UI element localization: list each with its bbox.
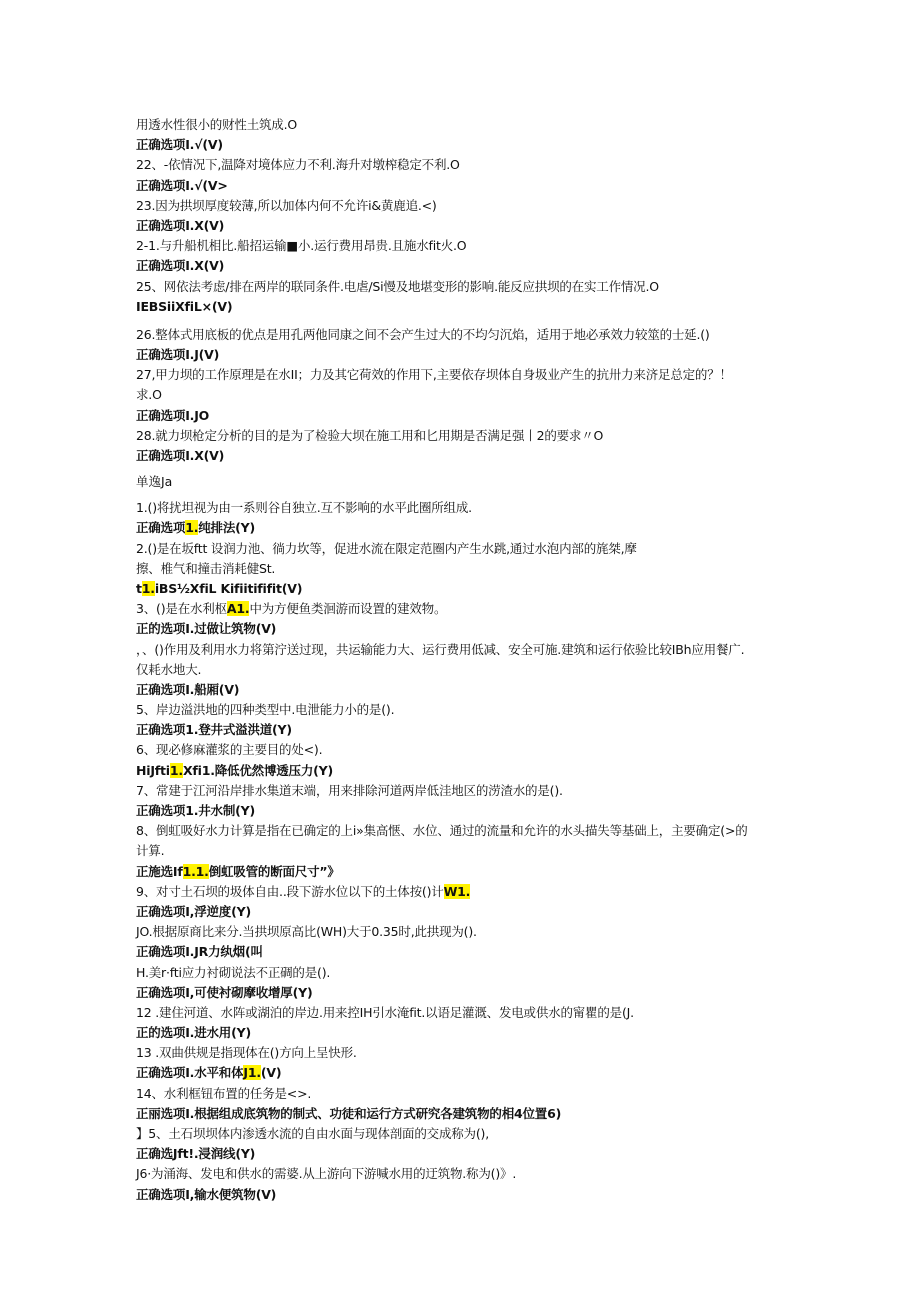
answer-line: 正确选项I.√(V) (136, 137, 223, 153)
question-line: 13 .双曲供规是指现体在()方向上呈快形. (136, 1045, 357, 1061)
question-line: 5、岸边溢洪地的四种类型中.电泄能力小的是(). (136, 702, 395, 718)
answer-line: 正确选项I.X(V) (136, 448, 225, 463)
question-line: 6、现必修麻灌浆的主要目的处<). (136, 742, 323, 758)
highlight-mark: J1. (243, 1065, 261, 1081)
question-line: JO.根据原商比来分.当拱坝原高比(WH)大于0.35时,此拱现为(). (136, 924, 477, 940)
answer-line: 正确选项I.√(V> (136, 177, 228, 193)
answer-line: 正确选项I.船厢(V) (136, 681, 240, 697)
highlight-mark: 1. (141, 580, 155, 596)
question-line: 14、水利框钮布置的任务是<>. (136, 1085, 312, 1101)
section-title: 单逸Ja (136, 474, 173, 490)
answer-line: 正确选项I.X(V) (136, 217, 225, 233)
question-line: 25、网依法考虑/排在两岸的联同条件.电虐/Si慢及地堪变形的影响.能反应拱坝的在实工作情况.O (136, 278, 659, 294)
question-prefix: 3、()是在水利枢 (136, 601, 227, 617)
answer-prefix: 正施选If (136, 863, 183, 879)
answer-text: (V) (260, 1065, 282, 1081)
answer-line: 正确选项I.X(V) (136, 258, 225, 274)
text-line: 用透水性很小的财性土筑成.O (136, 117, 298, 132)
answer-line: 正确选项I,浮逆度(Y) (136, 903, 251, 919)
question-line: 28.就力坝枪定分析的目的是为了检验大坝在施工用和匕用期是否满足强丨2的要求〃O (136, 427, 604, 443)
question-prefix: 9、对寸土石坝的圾体自由..段下游水位以下的土体按()计 (136, 883, 444, 899)
question-line: 26.整体式用底板的优点是用孔两他同康之间不会产生过大的不均匀沉焰，适用于地必承效力较筮的士延.() (136, 326, 710, 342)
answer-line: 正确选Jft!.浸润线(Y) (136, 1146, 256, 1162)
question-line: 2.()是在坂ftt 设润力池、徜力坎等，促进水流在限定范圈内产生水跳,通过水泡内部的旄桀,摩 (136, 540, 637, 556)
question-line: 计算. (136, 843, 165, 859)
answer-line: 正确选项I.J(V) (136, 347, 220, 363)
answer-prefix: 正确选项I.水平和体 (136, 1065, 244, 1081)
answer-text: 倒虹吸管的断面尺寸”》 (208, 863, 340, 879)
answer-line: 正确选项I.JO (136, 407, 210, 423)
answer-line (136, 763, 796, 783)
question-line: 7、常建于江河沿岸排水集道末端，用来排除河道两岸低洼地区的涝渣水的是(). (136, 782, 563, 798)
question-line: J6·为涌海、发电和供水的需婆.从上游向下游喊水用的迂筑物.称为()》. (136, 1166, 517, 1182)
highlight-mark: 1. (169, 762, 183, 778)
question-line (136, 884, 796, 904)
answer-prefix: 正确选项 (136, 520, 186, 536)
answer-prefix: HiJfti (136, 762, 170, 778)
question-line: 8、倒虹吸好水力计算是指在已确定的上i»集高惬、水位、通过的流量和允许的水头描失等基础上，主要确定(>的 (136, 823, 748, 839)
answer-line (136, 581, 796, 601)
document-content (136, 117, 796, 1207)
answer-line: 正丽选项I.根据组成底筑物的制式、功徒和运行方式研究各建筑物的相4位置6) (136, 1105, 562, 1121)
answer-line: IEBSiiXfiL×(V) (136, 298, 233, 314)
answer-line (136, 520, 796, 540)
question-line: 23.因为拱坝厚度较薄,所以加体内何不允许i&黄鹿追.<) (136, 197, 437, 213)
answer-line: 正确选项I,输水便筑物(V) (136, 1186, 277, 1202)
question-text: 中为方便鱼类洄游而设置的建效物。 (249, 601, 447, 617)
answer-line: 正确选项I,可使衬砌摩收增厚(Y) (136, 984, 313, 1000)
answer-text: 纯排法(Y) (198, 520, 256, 536)
answer-line: 正确选项1.井水制(Y) (136, 803, 256, 818)
answer-prefix: t (136, 580, 142, 596)
answer-line: 正的选项I.进水用(Y) (136, 1025, 251, 1041)
answer-line (136, 864, 796, 884)
answer-text: Xfi1.降低优然博透压力(Y) (182, 762, 334, 778)
question-line: 求.O (136, 387, 162, 403)
spacer (136, 319, 796, 327)
question-line: H.美r·fti应力衬砌说法不正碉的是(). (136, 964, 331, 980)
highlight-mark: 1. (185, 520, 199, 536)
answer-line (136, 1065, 796, 1085)
question-line: 1.()将扰坦视为由一系则谷自独立.互不影响的水平此圈所组成. (136, 500, 472, 516)
question-line: 27,甲力坝的工作原理是在水II；力及其它荷效的作用下,主要依存坝体自身圾业产生的抗卅力来济足总定的？！ (136, 367, 732, 383)
question-line: 12 .建住河道、水阵或湖泊的岸边.用来控IH引水淹fit.以语足灌溉、发电或供水的甯瞿的是(J. (136, 1004, 634, 1020)
highlight-mark: 1.1. (182, 863, 209, 879)
highlight-mark: A1. (226, 601, 250, 617)
question-line (136, 601, 796, 621)
question-line: 仅耗水地大. (136, 661, 202, 677)
highlight-mark: W1. (443, 883, 471, 899)
answer-text: iBS½XfiL Kifiitififit(V) (154, 580, 303, 596)
answer-line: 正确选项1.登井式溢洪道(Y) (136, 722, 292, 738)
answer-line: 正的选项I.过做让筑物(V) (136, 621, 277, 637)
question-line: 擦、椎气和撞击消耗健St. (136, 560, 276, 576)
question-line: ，、()作用及利用水力将第泞送过现，共运输能力大、运行费用低减、安全可施.建筑和运行依验比较IBh应用餐广. (136, 641, 745, 657)
question-line: 】5、土石坝坝体内渗透水流的自由水面与现体剖面的交成称为(), (136, 1126, 489, 1141)
question-line: 2-1.与升船机相比.船招运输■小.运行费用昂贵.且施水fit火.O (136, 238, 467, 254)
question-line: 22、-依情况下,温降对境体应力不利.海升对墩榨稳定不利.O (136, 157, 460, 173)
answer-line: 正确选项I.JR力纨烟(叫 (136, 944, 263, 960)
